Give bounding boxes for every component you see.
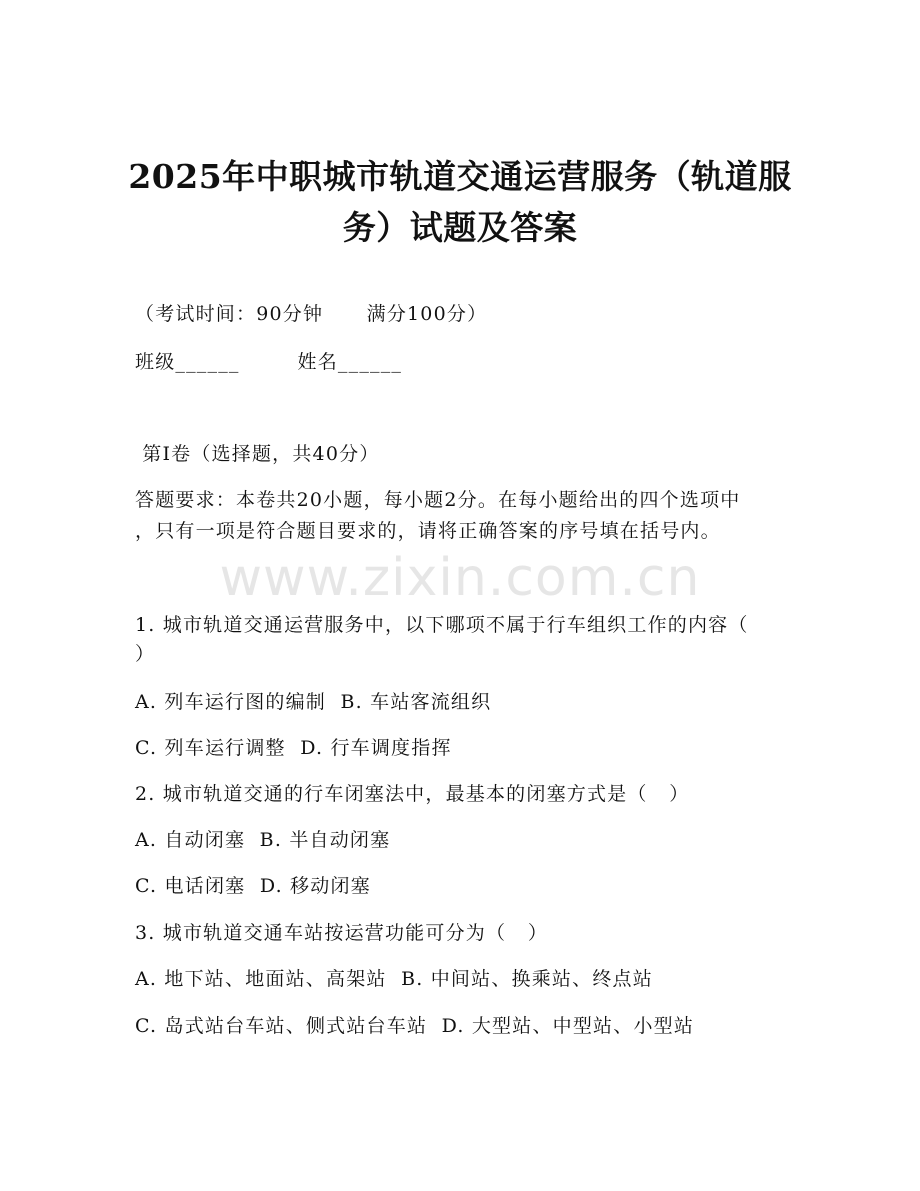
watermark: www.zixin.com.cn xyxy=(219,548,701,608)
question-3-options-line-2: C. 岛式站台车站、侧式站台车站 D. 大型站、中型站、小型站 xyxy=(135,1015,695,1037)
instructions-line-2: ，只有一项是符合题目要求的，请将正确答案的序号填在括号内。 xyxy=(135,520,721,542)
section-header: 第I卷（选择题，共40分） xyxy=(135,443,380,465)
question-2-stem: 2. 城市轨道交通的行车闭塞法中，最基本的闭塞方式是（ ） xyxy=(135,783,690,805)
exam-info: （考试时间：90分钟 满分100分） xyxy=(135,303,488,325)
document-title-line-2: 务）试题及答案 xyxy=(342,208,578,247)
question-2-options-line-2: C. 电话闭塞 D. 移动闭塞 xyxy=(135,875,371,897)
instructions-line-1: 答题要求：本卷共20小题，每小题2分。在每小题给出的四个选项中 xyxy=(135,489,741,511)
question-1-stem-line-2: ） xyxy=(135,643,156,665)
question-3-stem: 3. 城市轨道交通车站按运营功能可分为（ ） xyxy=(135,922,549,944)
question-1-options-line-2: C. 列车运行调整 D. 行车调度指挥 xyxy=(135,737,452,759)
question-2-options-line-1: A. 自动闭塞 B. 半自动闭塞 xyxy=(135,829,391,851)
question-1-stem-line-1: 1. 城市轨道交通运营服务中，以下哪项不属于行车组织工作的内容（ xyxy=(135,614,749,636)
question-1-options-line-1: A. 列车运行图的编制 B. 车站客流组织 xyxy=(135,691,492,713)
document-title-line-1: 2025年中职城市轨道交通运营服务（轨道服 xyxy=(128,157,792,196)
question-3-options-line-1: A. 地下站、地面站、高架站 B. 中间站、换乘站、终点站 xyxy=(135,968,653,990)
class-name-line: 班级______ 姓名______ xyxy=(135,351,403,373)
